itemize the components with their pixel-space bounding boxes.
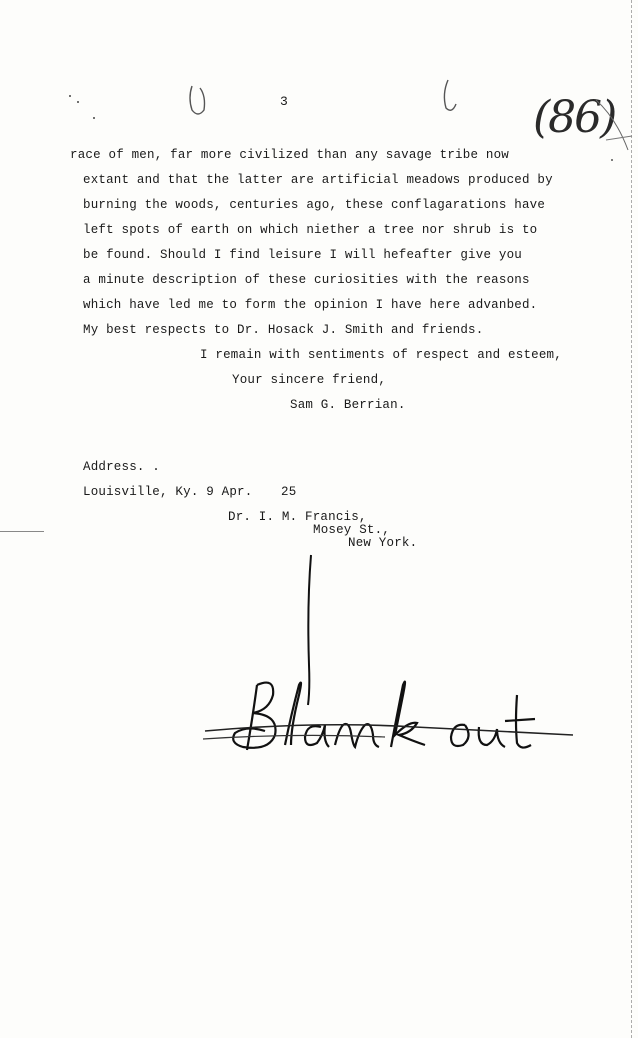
body-line: burning the woods, centuries ago, these conflagarations have bbox=[83, 198, 546, 212]
recipient-city: New York. bbox=[348, 536, 418, 550]
origin-year: 25 bbox=[281, 485, 297, 499]
body-line: race of men, far more civilized than any savage tribe now bbox=[70, 148, 509, 162]
recipient-street: Mosey St., bbox=[313, 523, 391, 537]
body-line: left spots of earth on which niether a tree nor shrub is to bbox=[83, 223, 538, 237]
signature-typed: Sam G. Berrian. bbox=[290, 398, 406, 412]
body-line: be found. Should I find leisure I will hefeafter give you bbox=[83, 248, 522, 262]
archive-number-handwritten: (86) bbox=[533, 92, 616, 143]
page-number: 3 bbox=[280, 94, 288, 109]
margin-mark bbox=[0, 531, 44, 532]
scan-edge bbox=[631, 0, 638, 1038]
address-label: Address. . bbox=[83, 460, 161, 474]
body-line: My best respects to Dr. Hosack J. Smith and friends. bbox=[83, 323, 484, 337]
body-line: which have led me to form the opinion I have here advanbed. bbox=[83, 298, 538, 312]
closing-line: I remain with sentiments of respect and esteem, bbox=[200, 348, 562, 362]
closing-line: Your sincere friend, bbox=[232, 373, 387, 387]
recipient-name: Dr. I. M. Francis, bbox=[228, 510, 367, 524]
handwritten-blank-out bbox=[195, 545, 575, 815]
body-line: extant and that the latter are artificial meadows produced by bbox=[83, 173, 553, 187]
origin-place: Louisville, Ky. 9 Apr. bbox=[83, 485, 253, 499]
body-line: a minute description of these curiosities with the reasons bbox=[83, 273, 530, 287]
